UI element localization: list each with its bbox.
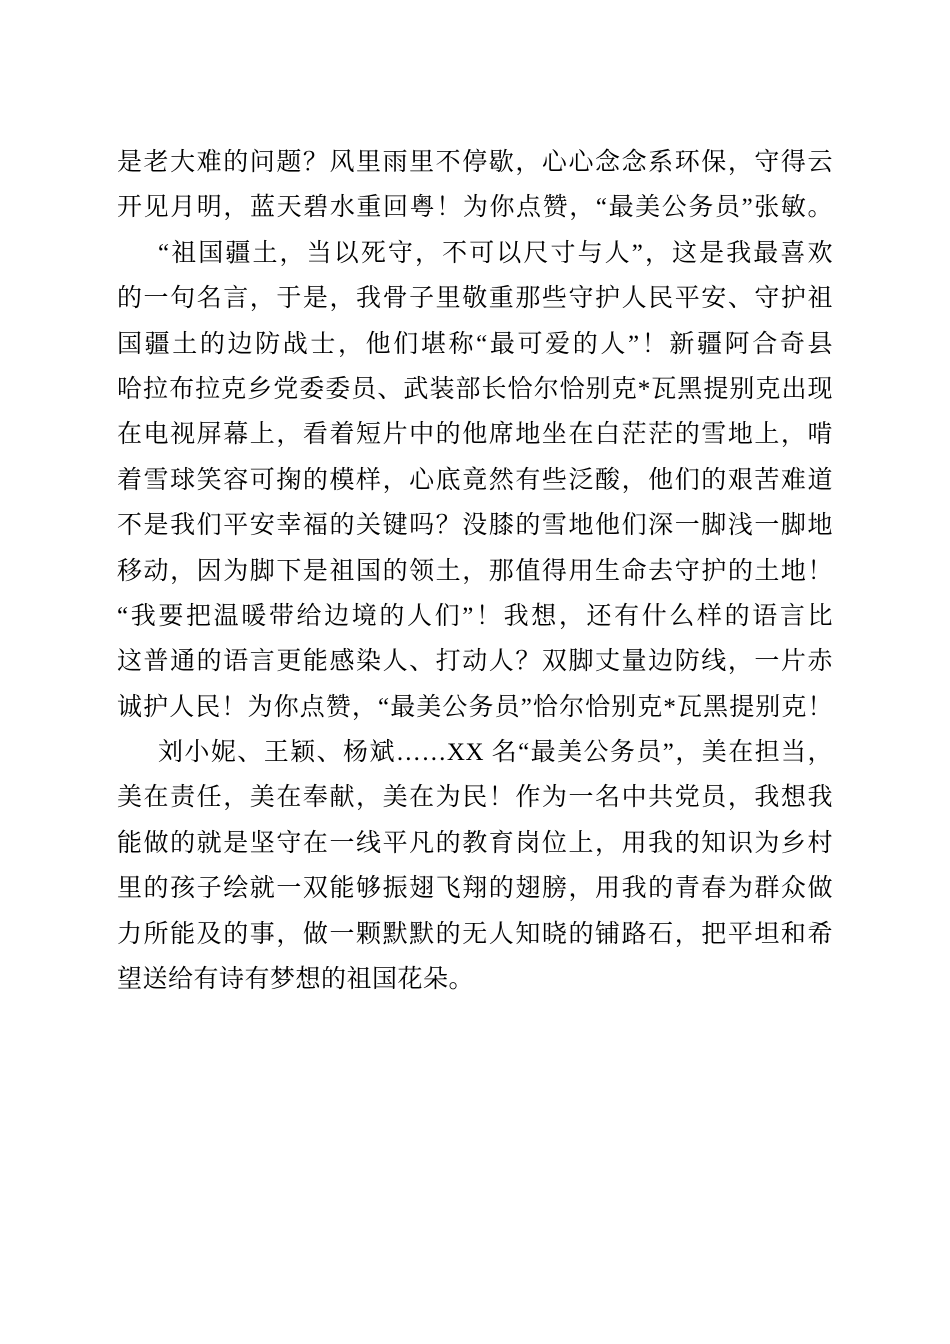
text-line: 诚护人民！为你点赞，“最美公务员”恰尔恰别克*瓦黑提别克！ xyxy=(117,693,833,721)
text-line: 是老大难的问题？风里雨里不停歇，心心念念系环保，守得云 xyxy=(117,149,833,176)
text-line: 着雪球笑容可掬的模样，心底竟然有些泛酸，他们的艰苦难道 xyxy=(117,466,833,494)
text-line: 国疆土的边防战士，他们堪称“最可爱的人”！新疆阿合奇县 xyxy=(117,330,833,358)
text-line: 望送给有诗有梦想的祖国花朵。 xyxy=(117,966,475,994)
document-body xyxy=(117,140,833,1002)
text-line: 这普通的语言更能感染人、打动人？双脚丈量边防线，一片赤 xyxy=(117,648,833,676)
text-line: 不是我们平安幸福的关键吗？没膝的雪地他们深一脚浅一脚地 xyxy=(117,512,833,540)
text-line: 开见月明，蓝天碧水重回粤！为你点赞，“最美公务员”张敏。 xyxy=(117,194,833,222)
text-line: 里的孩子绘就一双能够振翅飞翔的翅膀，用我的青春为群众做 xyxy=(117,875,833,903)
paragraph xyxy=(117,140,833,231)
text-line: “祖国疆土，当以死守，不可以尺寸与人”，这是我最喜欢 xyxy=(158,239,833,267)
text-line: 的一句名言，于是，我骨子里敬重那些守护人民平安、守护祖 xyxy=(117,285,833,313)
text-line: 能做的就是坚守在一线平凡的教育岗位上，用我的知识为乡村 xyxy=(117,829,833,857)
text-line: 力所能及的事，做一颗默默的无人知晓的铺路石，把平坦和希 xyxy=(117,920,833,948)
text-line: 哈拉布拉克乡党委委员、武装部长恰尔恰别克*瓦黑提别克出现 xyxy=(117,375,833,403)
text-line: 刘小妮、王颖、杨斌……XX 名“最美公务员”，美在担当， xyxy=(158,739,833,767)
text-line: 在电视屏幕上，看着短片中的他席地坐在白茫茫的雪地上，啃 xyxy=(117,421,833,449)
text-line: “我要把温暖带给边境的人们”！我想，还有什么样的语言比 xyxy=(117,602,833,630)
paragraph xyxy=(117,730,833,1002)
text-line: 美在责任，美在奉献，美在为民！作为一名中共党员，我想我 xyxy=(117,784,833,812)
paragraph xyxy=(117,231,833,730)
text-line: 移动，因为脚下是祖国的领土，那值得用生命去守护的土地！ xyxy=(117,557,833,585)
